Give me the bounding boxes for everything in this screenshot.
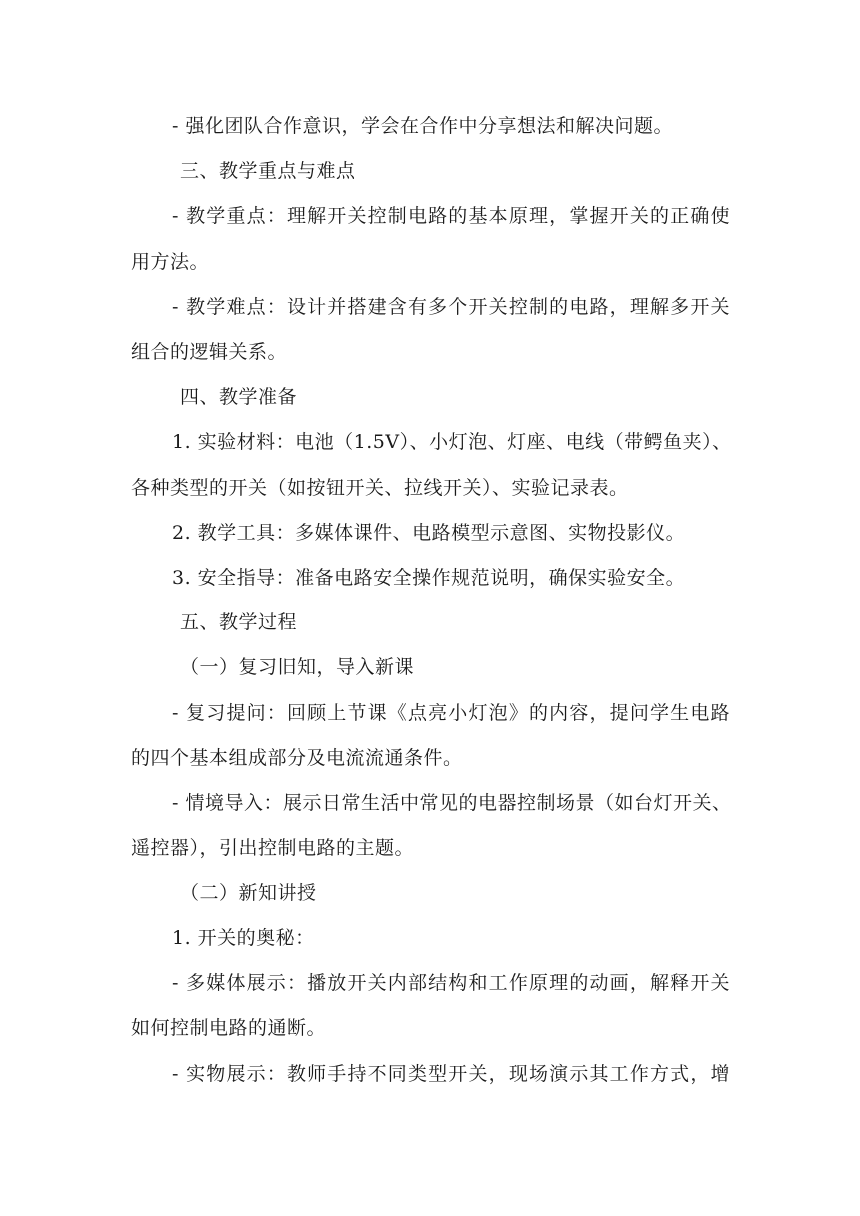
text-line-review: - 复习提问：回顾上节课《点亮小灯泡》的内容，提问学生电路 [172,702,730,724]
subsection-heading-review: （一）复习旧知，导入新课 [180,656,415,678]
text-line-scenario-cont: 遥控器），引出控制电路的主题。 [131,837,415,859]
text-line-key-point-cont: 用方法。 [131,251,210,273]
section-heading-key-points: 三、教学重点与难点 [180,160,356,182]
text-line-review-cont: 的四个基本组成部分及电流流通条件。 [131,747,463,769]
list-item-switch-secret: 1. 开关的奥秘： [172,927,315,949]
text-line-demonstration: - 实物展示：教师手持不同类型开关，现场演示其工作方式，增 [172,1063,730,1085]
text-line-difficulty: - 教学难点：设计并搭建含有多个开关控制的电路，理解多开关 [172,296,730,318]
section-heading-process: 五、教学过程 [180,611,298,633]
text-line-goal: - 强化团队合作意识，学会在合作中分享想法和解决问题。 [172,115,673,137]
text-line-difficulty-cont: 组合的逻辑关系。 [131,341,288,363]
section-heading-preparation: 四、教学准备 [180,386,298,408]
text-line-multimedia-cont: 如何控制电路的通断。 [131,1017,327,1039]
text-line-scenario: - 情境导入：展示日常生活中常见的电器控制场景（如台灯开关、 [172,792,732,814]
list-item-safety: 3. 安全指导：准备电路安全操作规范说明，确保实验安全。 [172,567,686,589]
subsection-heading-new-knowledge: （二）新知讲授 [180,882,317,904]
list-item-materials-cont: 各种类型的开关（如按钮开关、拉线开关）、实验记录表。 [131,477,629,499]
text-line-key-point: - 教学重点：理解开关控制电路的基本原理，掌握开关的正确使 [172,205,730,227]
list-item-tools: 2. 教学工具：多媒体课件、电路模型示意图、实物投影仪。 [172,522,686,544]
list-item-materials: 1. 实验材料：电池（1.5V）、小灯泡、灯座、电线（带鳄鱼夹）、 [172,431,732,453]
text-line-multimedia: - 多媒体展示：播放开关内部结构和工作原理的动画，解释开关 [172,972,730,994]
